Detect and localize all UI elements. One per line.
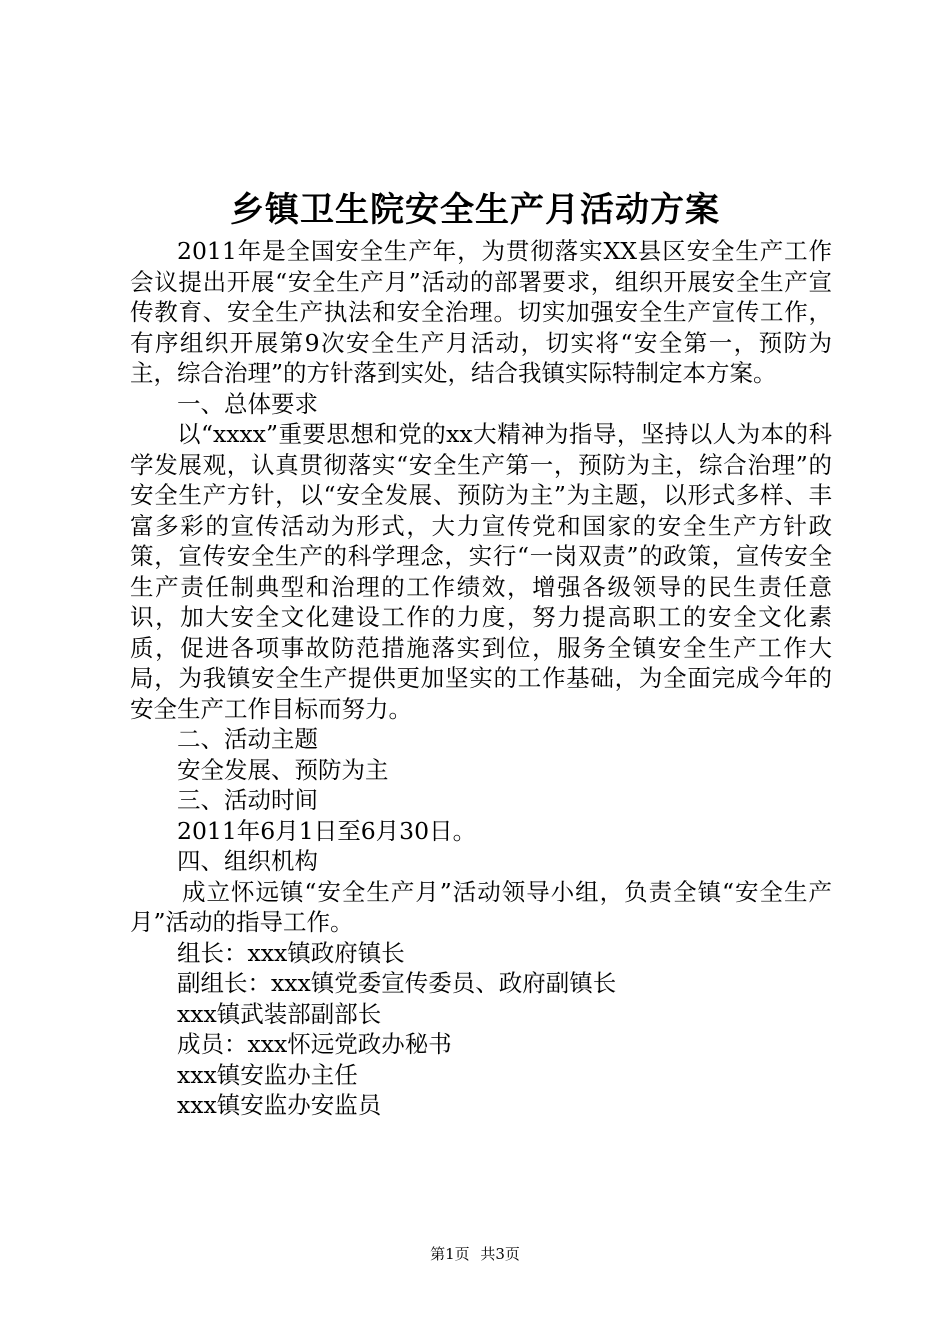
section-heading: 一、总体要求 — [177, 389, 318, 418]
document-title: 乡镇卫生院安全生产月活动方案 — [230, 190, 720, 230]
theme-text: 安全发展、预防为主 — [177, 755, 389, 784]
member-line: 组长：xxx镇政府镇长 — [177, 938, 405, 967]
requirements-paragraph: 以“xxxx”重要思想和党的xx大精神为指导，坚持以人为本的科学发展观，认真贯彻落实“安全生产第一，预防为主，综合治理”的安全生产方针，以“安全发展、预防为主”为主题，以形式多样、丰富多彩的宣传活动为形式，大力宣传党和国家的安全生产方针政策，宣传安全生产的科学理念，实行“一岗双责”的政策，宣传安全生产责任制典型和治理的工作绩效，增强各级领导的民生责任意识，加大安全文化建设工作的力度，努力提高职工的安全文化素质，促进各项事故防范措施落实到位，服务全镇安全生产工作大局，为我镇安全生产提供更加坚实的工作基础，为全面完成今年的安全生产工作目标而努力。 — [130, 420, 832, 723]
section-heading: 三、活动时间 — [177, 786, 318, 814]
member-line: xxx镇武装部副部长 — [177, 999, 382, 1028]
section-heading: 二、活动主题 — [177, 725, 318, 753]
intro-paragraph: 2011年是全国安全生产年，为贯彻落实XX县区安全生产工作会议提出开展“安全生产月”活动的部署要求，组织开展安全生产宣传教育、安全生产执法和安全治理。切实加强安全生产宣传工作，有序组织开展第9次安全生产月活动，切实将“安全第一，预防为主，综合治理”的方针落到实处，结合我镇实际特制定本方案。 — [130, 237, 832, 387]
member-line: 副组长：xxx镇党委宣传委员、政府副镇长 — [177, 969, 617, 997]
member-line: xxx镇安监办安监员 — [177, 1091, 382, 1119]
member-line: 成员：xxx怀远党政办秘书 — [177, 1030, 452, 1058]
member-line: xxx镇安监办主任 — [177, 1060, 358, 1089]
page-total: 共3页 — [480, 1245, 520, 1263]
page-footer — [0, 1243, 950, 1265]
document-body — [130, 236, 832, 1121]
time-text: 2011年6月1日至6月30日。 — [177, 816, 477, 845]
organization-paragraph: 成立怀远镇“安全生产月”活动领导小组，负责全镇“安全生产月”活动的指导工作。 — [130, 877, 832, 936]
page-number: 第1页 — [430, 1245, 470, 1263]
section-heading: 四、组织机构 — [177, 847, 318, 875]
